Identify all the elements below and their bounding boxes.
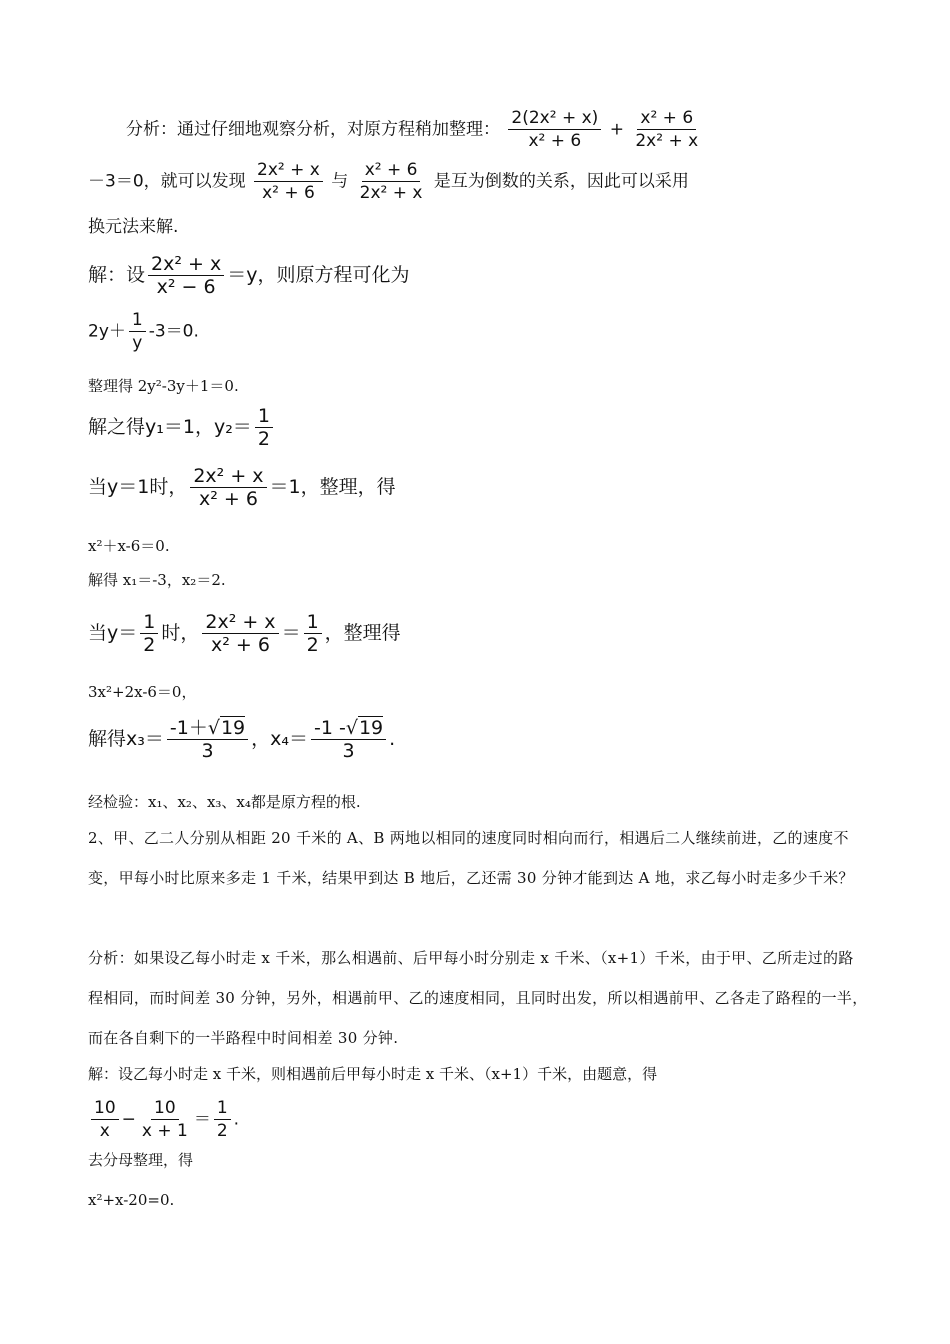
fraction-denominator: x² − 6 — [156, 276, 216, 298]
fraction — [632, 108, 701, 151]
fraction-numerator: 1 — [129, 310, 146, 332]
problem-2-statement: 2、甲、乙二人分别从相距 20 千米的 A、B 两地以相同的速度同时相向而行，相遇后二人继续前进，乙的速度不变，甲每小时比原来多走 1 千米，结果甲到达 B 地后，乙还需 30 分钟才能到达 A 地，求乙每小时走多少千米？ — [88, 829, 854, 887]
fraction-numerator: 1 — [140, 612, 158, 634]
plus-sign: + — [609, 119, 624, 140]
fraction-denominator: 3 — [342, 740, 355, 762]
x34-roots-line — [88, 718, 395, 761]
fraction-numerator: 2x² + x — [190, 466, 266, 488]
solution-text: 解之得y₁＝1，y₂＝ — [88, 416, 252, 438]
analysis-prefix: 分析：通过仔细地观察分析，对原方程稍加整理： — [126, 119, 500, 140]
solution-text: ＝1，整理，得 — [269, 476, 396, 498]
problem-2-final-equation: x²+x-20=0. — [88, 1191, 175, 1209]
solution-text: 解：设 — [88, 264, 146, 286]
solution-text: ＝y，则原方程可化为 — [227, 264, 410, 286]
fraction-numerator: 2x² + x — [254, 160, 323, 182]
fraction-numerator: 2x² + x — [148, 254, 224, 276]
fraction-denominator: y — [132, 333, 143, 353]
solution-text: ，整理得 — [324, 622, 401, 644]
analysis-line-3: 换元法来解. — [88, 217, 179, 237]
fraction-numerator: 1 — [304, 612, 322, 634]
fraction-denominator: 2 — [306, 634, 319, 656]
equation-text: -3＝0. — [148, 321, 199, 342]
fraction-numerator: x² + 6 — [362, 160, 421, 182]
fraction-denominator: x² + 6 — [262, 183, 315, 203]
problem-2-analysis: 分析：如果设乙每小时走 x 千米，那么相遇前、后甲每小时分别走 x 千米、（x+1）千米，由于甲、乙所走过的路程相同，而时间差 30 分钟，另外，相遇前甲、乙的速度相同，且同时出发，所以相遇前甲、乙各走了路程的一半，而在各自剩下的一半路程中时间相差 30 分钟. — [88, 949, 868, 1047]
fraction-numerator: 1 — [214, 1098, 231, 1120]
fraction — [254, 160, 323, 203]
fraction — [304, 612, 322, 655]
case-y1-equation: x²＋x-6＝0. — [88, 537, 170, 555]
simplified-equation: 整理得 2y²-3y＋1＝0. — [88, 377, 239, 395]
analysis-text: 是互为倒数的关系，因此可以采用 — [433, 171, 689, 192]
fraction-denominator: x + 1 — [141, 1121, 188, 1141]
solution-set-line — [88, 254, 409, 297]
solution-text: 当y＝1时， — [88, 476, 188, 498]
case-y1-roots: 解得 x₁＝-3，x₂＝2. — [88, 571, 226, 589]
analysis-line-2 — [88, 160, 689, 203]
solution-text: ，x₄＝ — [251, 728, 308, 750]
fraction — [255, 406, 273, 449]
fraction — [91, 1098, 119, 1141]
case-y1-line — [88, 466, 396, 509]
problem-2-solution-setup: 解：设乙每小时走 x 千米，则相遇前后甲每小时走 x 千米、（x+1）千米，由题意，得 — [88, 1065, 658, 1083]
case-y2-equation: 3x²+2x-6＝0， — [88, 683, 197, 701]
fraction — [190, 466, 266, 509]
numerator-text: -1＋ — [169, 717, 208, 739]
fraction-denominator: 3 — [201, 740, 214, 762]
equals-sign: ＝ — [193, 1109, 211, 1130]
radicand: 19 — [358, 717, 384, 739]
radicand: 19 — [220, 717, 246, 739]
fraction-numerator: 2(2x² + x) — [508, 108, 601, 130]
problem-2-equation — [88, 1098, 239, 1141]
fraction — [508, 108, 601, 151]
fraction-denominator: 2 — [216, 1121, 228, 1141]
fraction-numerator: -1＋√19 — [167, 718, 248, 740]
fraction-numerator: 1 — [255, 406, 273, 428]
fraction-denominator: x² + 6 — [210, 634, 270, 656]
fraction — [357, 160, 426, 203]
y-roots-line — [88, 406, 276, 449]
fraction — [167, 718, 248, 761]
fraction — [202, 612, 278, 655]
fraction-numerator: x² + 6 — [637, 108, 696, 130]
analysis-line-1 — [126, 108, 704, 151]
numerator-text: -1 - — [314, 717, 346, 739]
fraction — [139, 1098, 191, 1141]
fraction-numerator: 10 — [91, 1098, 119, 1120]
fraction — [148, 254, 224, 297]
minus-sign: − — [121, 1109, 136, 1130]
fraction-denominator: x — [99, 1121, 110, 1141]
solution-text: 时， — [161, 622, 200, 644]
fraction — [129, 310, 146, 353]
fraction — [311, 718, 386, 761]
analysis-text: 与 — [331, 171, 349, 192]
solution-text: . — [389, 728, 396, 750]
equals-sign: ＝ — [281, 622, 301, 644]
verification-line: 经检验：x₁、x₂、x₃、x₄都是原方程的根. — [88, 793, 361, 811]
solution-text: 当y＝ — [88, 622, 138, 644]
fraction-numerator: -1 -√19 — [311, 718, 386, 740]
fraction-denominator: 2 — [257, 428, 270, 450]
fraction-denominator: 2x² + x — [359, 183, 423, 203]
fraction-denominator: x² + 6 — [528, 131, 582, 151]
case-y2-line — [88, 612, 401, 655]
problem-2-step: 去分母整理，得 — [88, 1151, 194, 1169]
analysis-text: －3＝0，就可以发现 — [88, 171, 246, 192]
equation-text: . — [233, 1109, 240, 1130]
fraction-denominator: x² + 6 — [198, 488, 258, 510]
equation-text: 2y＋ — [88, 321, 126, 342]
solution-text: 解得x₃＝ — [88, 728, 164, 750]
fraction — [140, 612, 158, 655]
fraction-denominator: 2 — [143, 634, 156, 656]
fraction-denominator: 2x² + x — [635, 131, 699, 151]
fraction — [214, 1098, 231, 1141]
fraction-numerator: 2x² + x — [202, 612, 278, 634]
fraction-numerator: 10 — [151, 1098, 179, 1120]
substituted-equation — [88, 310, 199, 353]
